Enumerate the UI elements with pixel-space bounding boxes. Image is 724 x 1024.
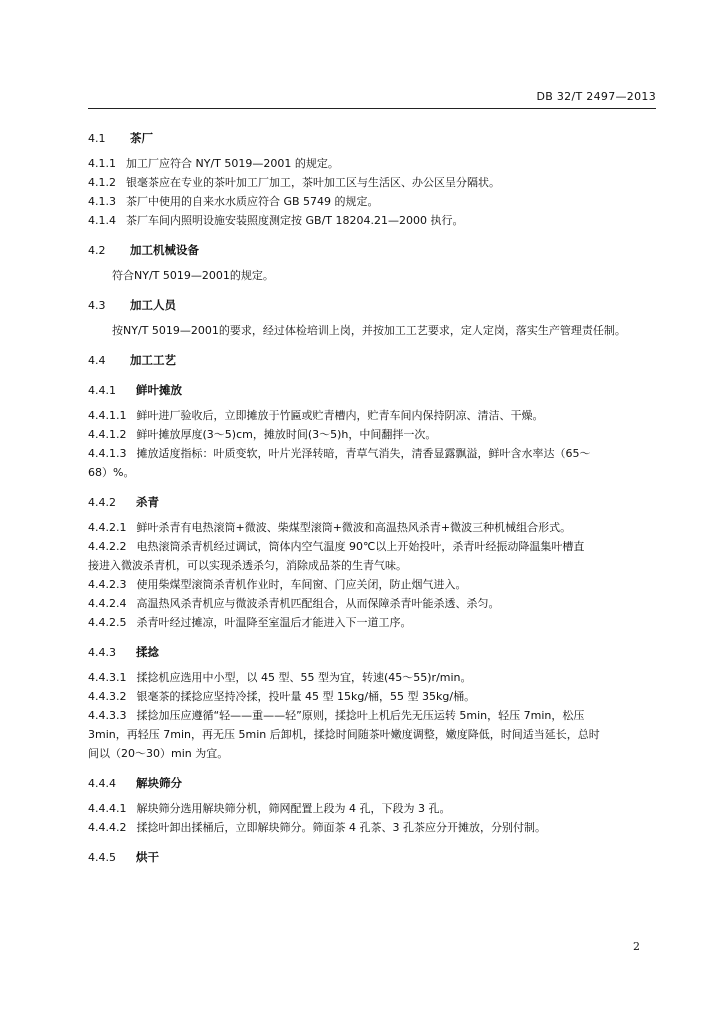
section-title: 加工工艺 [130, 353, 176, 367]
section-number: 4.4.4 [88, 777, 116, 790]
section-title: 鲜叶摊放 [136, 383, 182, 397]
clause-4-4-3-3 [88, 706, 656, 725]
clause-text: 高温热风杀青机应与微波杀青机匹配组合，从而保障杀青叶能杀透、杀匀。 [136, 597, 500, 610]
clause-number: 4.1.4 [88, 214, 116, 227]
clause-number: 4.4.2.4 [88, 597, 127, 610]
clause-number: 4.4.4.2 [88, 821, 127, 834]
section-title: 揉捻 [136, 645, 159, 659]
section-4-2-text: 符合NY/T 5019—2001的规定。 [112, 269, 274, 282]
section-4-4-1-heading [88, 382, 656, 400]
section-title: 加工人员 [130, 298, 176, 312]
section-4-3-heading [88, 297, 656, 315]
section-number: 4.4.5 [88, 851, 116, 864]
clause-4-4-1-1 [88, 406, 656, 425]
clause-text: 鲜叶进厂验收后，立即摊放于竹匾或贮青槽内，贮青车间内保持阴凉、清洁、干燥。 [136, 409, 544, 422]
section-title: 解块筛分 [136, 776, 182, 790]
section-title: 茶厂 [130, 131, 153, 145]
clause-text-continued: 间以（20～30）min 为宜。 [88, 747, 229, 760]
clause-number: 4.4.2.3 [88, 578, 127, 591]
section-number: 4.4.1 [88, 384, 116, 397]
clause-number: 4.4.3.1 [88, 671, 127, 684]
clause-text: 解块筛分选用解块筛分机，筛网配置上段为 4 孔，下段为 3 孔。 [136, 802, 451, 815]
clause-4-4-1-2 [88, 425, 656, 444]
clause-number: 4.4.1.1 [88, 409, 127, 422]
clause-number: 4.4.4.1 [88, 802, 127, 815]
clause-number: 4.4.3.3 [88, 709, 127, 722]
clause-text-continued: 68）%。 [88, 466, 135, 479]
section-4-4-3-heading [88, 644, 656, 662]
clause-text: 鲜叶摊放厚度(3～5)cm，摊放时间(3～5)h，中间翻拌一次。 [136, 428, 437, 441]
clause-text: 杀青叶经过摊凉，叶温降至室温后才能进入下一道工序。 [136, 616, 412, 629]
section-number: 4.1 [88, 132, 106, 145]
clause-4-1-1 [88, 154, 656, 173]
clause-4-4-2-3 [88, 575, 656, 594]
section-title: 杀青 [136, 495, 159, 509]
clause-number: 4.4.2.5 [88, 616, 127, 629]
clause-4-1-3 [88, 192, 656, 211]
clause-4-4-2-5 [88, 613, 656, 632]
section-title: 加工机械设备 [130, 243, 199, 257]
document-body [88, 118, 656, 867]
page-number: 2 [633, 940, 640, 953]
clause-4-1-2 [88, 173, 656, 192]
clause-number: 4.1.1 [88, 157, 116, 170]
clause-number: 4.4.2.2 [88, 540, 127, 553]
clause-text: 茶厂车间内照明设施安装照度测定按 GB/T 18204.21—2000 执行。 [126, 214, 464, 227]
section-4-4-4-heading [88, 775, 656, 793]
clause-number: 4.1.2 [88, 176, 116, 189]
section-4-1-heading [88, 130, 656, 148]
clause-4-4-4-2 [88, 818, 656, 837]
section-4-2-heading [88, 242, 656, 260]
clause-4-4-2-4 [88, 594, 656, 613]
clause-number: 4.4.1.2 [88, 428, 127, 441]
clause-text: 揉捻加压应遵循“轻——重——轻”原则，揉捻叶上机后先无压运转 5min，轻压 7min，松压 [136, 709, 585, 722]
section-4-4-2-heading [88, 494, 656, 512]
header-rule [88, 108, 656, 109]
section-number: 4.4.2 [88, 496, 116, 509]
clause-4-4-3-1 [88, 668, 656, 687]
clause-text: 使用柴煤型滚筒杀青机作业时，车间窗、门应关闭，防止烟气进入。 [136, 578, 467, 591]
section-number: 4.4.3 [88, 646, 116, 659]
clause-4-4-3-2 [88, 687, 656, 706]
section-number: 4.4 [88, 354, 106, 367]
clause-4-4-2-1 [88, 518, 656, 537]
clause-text: 摊放适度指标：叶质变软，叶片光泽转暗，青草气消失，清香显露飘溢，鲜叶含水率达（65～ [136, 447, 591, 460]
clause-4-4-1-3 [88, 444, 656, 463]
clause-number: 4.4.2.1 [88, 521, 127, 534]
section-number: 4.2 [88, 244, 106, 257]
clause-text-continued: 3min，再轻压 7min，再无压 5min 后卸机，揉捻时间随茶叶嫩度调整，嫩度降低，时间适当延长，总时 [88, 728, 600, 741]
clause-text: 茶厂中使用的自来水水质应符合 GB 5749 的规定。 [126, 195, 379, 208]
standard-code: DB 32/T 2497—2013 [536, 90, 656, 103]
clause-number: 4.4.3.2 [88, 690, 127, 703]
section-4-3-text: 按NY/T 5019—2001的要求，经过体检培训上岗，并按加工工艺要求，定人定岗，落实生产管理责任制。 [112, 324, 626, 337]
clause-text: 银毫茶应在专业的茶叶加工厂加工，茶叶加工区与生活区、办公区呈分隔状。 [126, 176, 500, 189]
clause-number: 4.1.3 [88, 195, 116, 208]
clause-4-4-4-1 [88, 799, 656, 818]
clause-text: 加工厂应符合 NY/T 5019—2001 的规定。 [126, 157, 339, 170]
clause-4-1-4 [88, 211, 656, 230]
clause-text: 电热滚筒杀青机经过调试，筒体内空气温度 90℃以上开始投叶，杀青叶经振动降温集叶槽直 [136, 540, 585, 553]
clause-text: 鲜叶杀青有电热滚筒+微波、柴煤型滚筒+微波和高温热风杀青+微波三种机械组合形式。 [136, 521, 572, 534]
clause-4-4-2-2 [88, 537, 656, 556]
clause-text-continued: 接进入微波杀青机，可以实现杀透杀匀，消除成品茶的生青气味。 [88, 559, 407, 572]
clause-text: 银毫茶的揉捻应坚持冷揉，投叶量 45 型 15kg/桶，55 型 35kg/桶。 [136, 690, 476, 703]
section-4-4-5-heading [88, 849, 656, 867]
clause-number: 4.4.1.3 [88, 447, 127, 460]
section-4-4-heading [88, 352, 656, 370]
section-title: 烘干 [136, 850, 159, 864]
section-number: 4.3 [88, 299, 106, 312]
clause-text: 揉捻叶卸出揉桶后，立即解块筛分。筛面茶 4 孔茶、3 孔茶应分开摊放，分别付制。 [136, 821, 546, 834]
clause-text: 揉捻机应选用中小型，以 45 型、55 型为宜，转速(45～55)r/min。 [136, 671, 472, 684]
